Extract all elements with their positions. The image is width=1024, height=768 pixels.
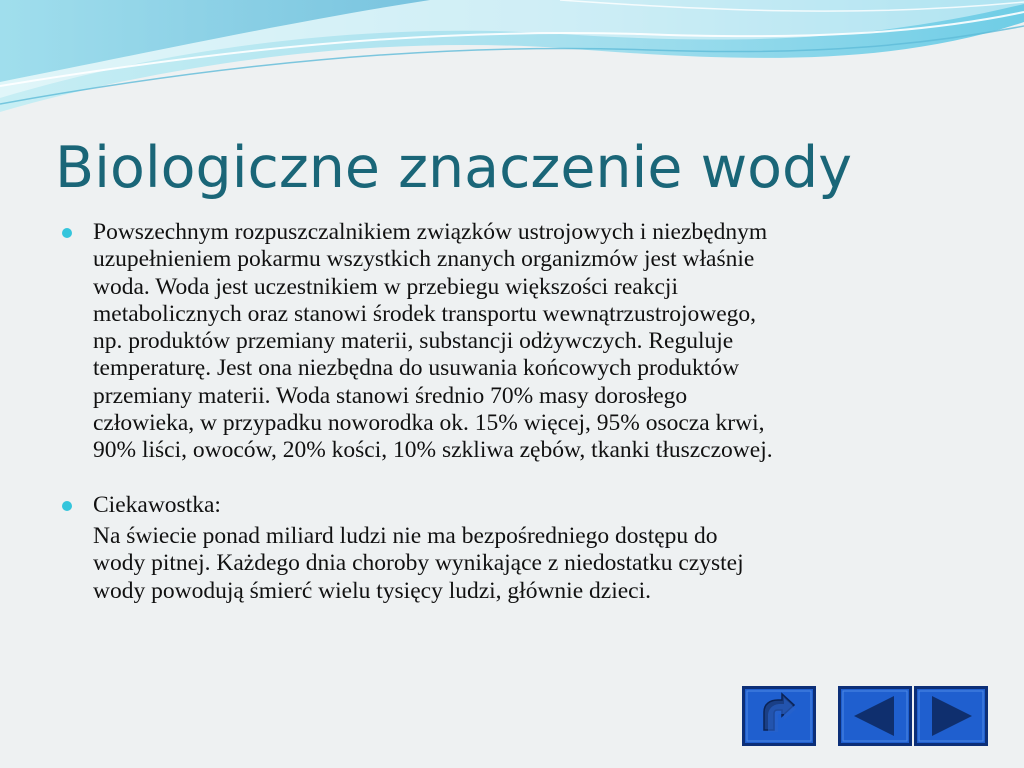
return-button[interactable] [742, 686, 814, 744]
spacer [60, 465, 975, 492]
sub-paragraph-text [93, 523, 975, 605]
text-line: np. produktów przemiany materii, substancji odżywczych. Reguluje [93, 328, 734, 355]
next-button[interactable] [914, 686, 986, 744]
triangle-left-icon [838, 686, 912, 746]
return-arrow-icon [742, 686, 816, 746]
text-line: Ciekawostka: [93, 491, 221, 518]
bullet-paragraph [93, 219, 975, 465]
text-line: przemiany materii. Woda stanowi średnio 70% masy dorosłego [93, 382, 688, 409]
bullet-dot-icon [62, 228, 72, 238]
previous-button[interactable] [838, 686, 910, 744]
bullet-dot-icon [62, 501, 72, 511]
text-line: wody powodują śmierć wielu tysięcy ludzi, głównie dzieci. [93, 577, 651, 604]
header-wave-decoration [0, 0, 1024, 120]
text-line: Powszechnym rozpuszczalnikiem związków ustrojowych i niezbędnym [93, 219, 768, 245]
triangle-right-icon [914, 686, 988, 746]
text-line: metabolicznych oraz stanowi środek transportu wewnątrzustrojowego, [93, 300, 757, 327]
bullet-item-fun-fact [60, 492, 975, 519]
text-line: woda. Woda jest uczestnikiem w przebiegu większości reakcji [93, 273, 678, 300]
slide-title: Biologiczne znaczenie wody [55, 135, 852, 201]
bullet-item-water-role [60, 219, 975, 465]
bullet-heading [93, 492, 975, 519]
text-line: uzupełnieniem pokarmu wszystkich znanych organizmów jest właśnie [93, 246, 755, 273]
text-line: temperaturę. Jest ona niezbędna do usuwania końcowych produktów [93, 355, 740, 382]
slide-content [60, 219, 975, 605]
text-line: człowieka, w przypadku noworodka ok. 15% więcej, 95% osocza krwi, [93, 410, 765, 437]
text-line: Na świecie ponad miliard ludzi nie ma bezpośredniego dostępu do [93, 522, 718, 549]
text-line: wody pitnej. Każdego dnia choroby wynikające z niedostatku czystej [93, 550, 744, 577]
sub-paragraph [60, 523, 975, 605]
text-line: 90% liści, owoców, 20% kości, 10% szkliwa zębów, tkanki tłuszczowej. [93, 437, 773, 464]
navigation-bar [742, 686, 988, 746]
